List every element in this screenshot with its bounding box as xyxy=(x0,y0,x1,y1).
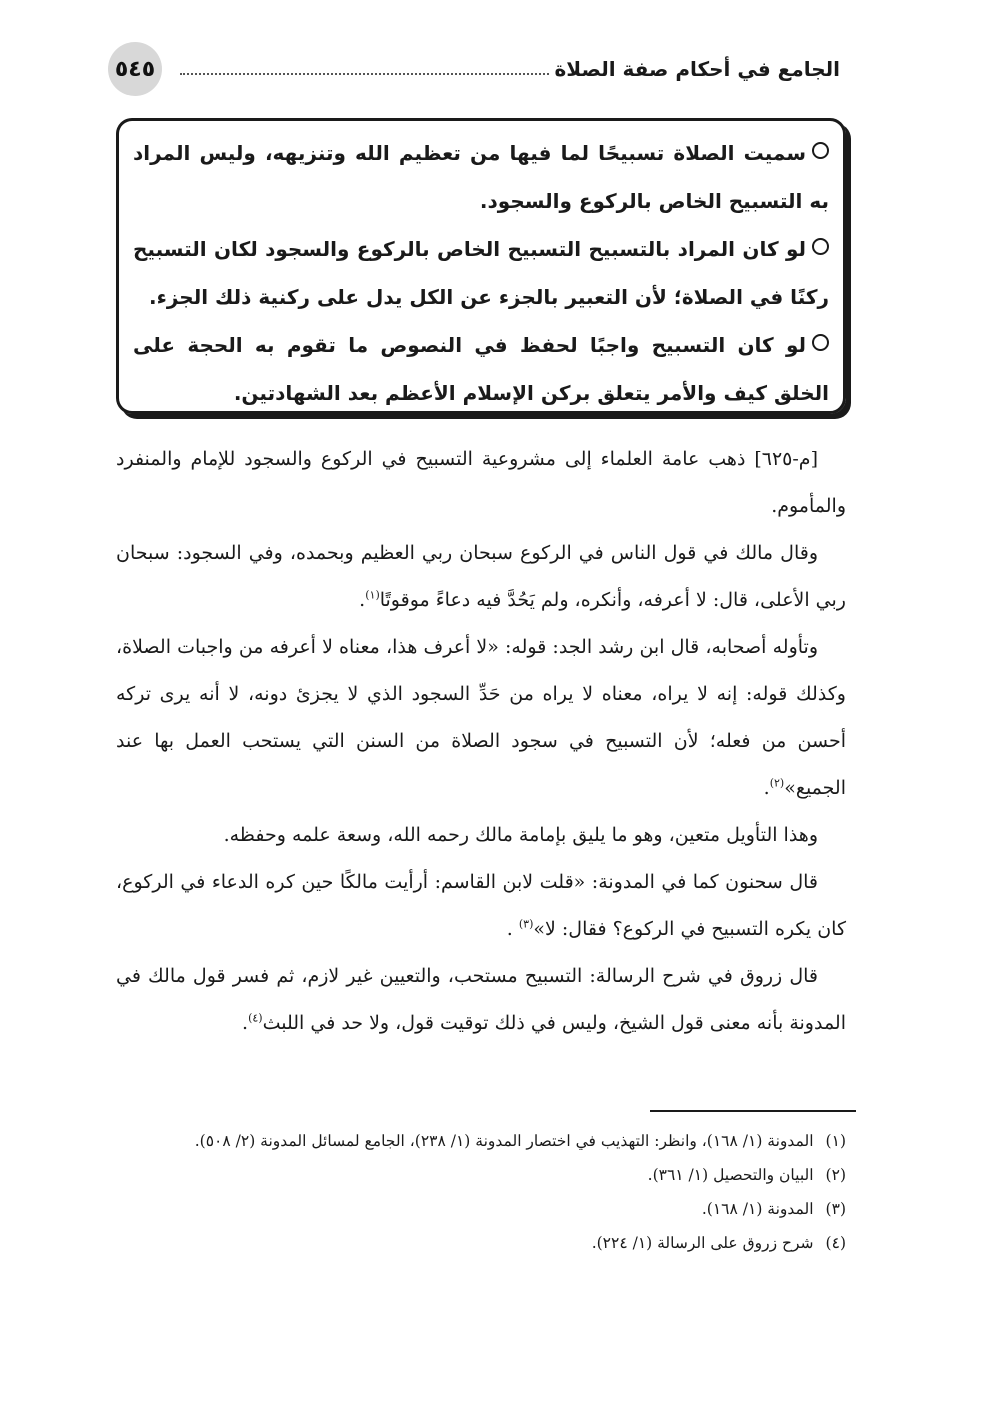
paragraph-issue-625 xyxy=(116,436,846,530)
footnote-number: (٢) xyxy=(825,1166,846,1184)
summary-item-text: لو كان التسبيح واجبًا لحفظ في النصوص ما تقوم به الحجة على الخلق كيف والأمر يتعلق بركن الإسلام الأعظم بعد الشهادتين. xyxy=(133,333,829,405)
footnote-text: المدونة (١/ ١٦٨). xyxy=(701,1200,814,1218)
footnote-number: (٣) xyxy=(825,1200,846,1218)
paragraph-text: قال سحنون كما في المدونة: «قلت لابن القاسم: أرأيت مالكًا حين كره الدعاء في الركوع، كان يكره التسبيح في الركوع؟ فقال: لا» xyxy=(116,871,846,940)
footnote-item xyxy=(116,1158,846,1192)
footnote-item xyxy=(116,1226,846,1260)
running-header xyxy=(180,54,840,84)
circle-bullet-icon xyxy=(812,334,829,351)
footnote-text: المدونة (١/ ١٦٨)، وانظر: التهذيب في اختصار المدونة (١/ ٢٣٨)، الجامع لمسائل المدونة (٢/ ٥٠٨). xyxy=(194,1132,814,1150)
circle-bullet-icon xyxy=(812,238,829,255)
paragraph-text: وقال مالك في قول الناس في الركوع سبحان ربي العظيم وبحمده، وفي السجود: سبحان ربي الأعلى، قال: لا أعرفه، وأنكره، ولم يَحُدَّ فيه دعاءً موقوتًا xyxy=(116,542,846,611)
paragraph-text: وتأوله أصحابه، قال ابن رشد الجد: قوله: «لا أعرف هذا، معناه لا أعرفه من واجبات الصلاة، وكذلك قوله: إنه لا يراه، معناه لا يراه من حَدِّ السجود الذي لا يجزئ دونه، لا أنه يرى تركه أحسن من فعله؛ لأن التسبيح في سجود الصلاة من السنن التي يستحب العمل بها عند الجميع» xyxy=(116,636,846,799)
paragraph-ibn-rushd xyxy=(116,624,846,812)
summary-item xyxy=(133,129,829,225)
footnote-separator xyxy=(650,1110,856,1112)
paragraph-end: . xyxy=(242,1012,249,1034)
paragraph-interpretation xyxy=(116,812,846,859)
footnote-ref-1[interactable]: (١) xyxy=(365,588,380,602)
paragraph-zarruq xyxy=(116,953,846,1047)
summary-box xyxy=(116,118,846,414)
summary-item xyxy=(133,225,829,321)
body-text xyxy=(116,436,846,1047)
footnote-ref-2[interactable]: (٢) xyxy=(769,776,785,790)
paragraph-end: . xyxy=(506,918,519,940)
paragraph-text: قال زروق في شرح الرسالة: التسبيح مستحب، والتعيين غير لازم، ثم فسر قول مالك في المدونة بأنه معنى قول الشيخ، وليس في ذلك توقيت قول، ولا حد في اللبث xyxy=(116,965,846,1034)
footnote-item xyxy=(116,1192,846,1226)
header-dotted-leader xyxy=(180,73,549,75)
footnote-text: شرح زروق على الرسالة (١/ ٢٢٤). xyxy=(591,1234,814,1252)
footnote-ref-3[interactable]: (٣) xyxy=(518,917,534,931)
summary-item-text: سميت الصلاة تسبيحًا لما فيها من تعظيم الله وتنزيهه، وليس المراد به التسبيح الخاص بالركوع والسجود. xyxy=(133,141,829,213)
circle-bullet-icon xyxy=(812,142,829,159)
summary-item-text: لو كان المراد بالتسبيح التسبيح الخاص بالركوع والسجود لكان التسبيح ركنًا في الصلاة؛ لأن التعبير بالجزء عن الكل يدل على ركنية ذلك الجزء. xyxy=(133,237,829,309)
footnote-item xyxy=(116,1124,846,1158)
running-title: الجامع في أحكام صفة الصلاة xyxy=(554,57,840,81)
summary-item xyxy=(133,321,829,417)
footnote-ref-4[interactable]: (٤) xyxy=(248,1011,263,1025)
paragraph-end: . xyxy=(359,589,366,611)
paragraph-text: وهذا التأويل متعين، وهو ما يليق بإمامة مالك رحمه الله، وسعة علمه وحفظه. xyxy=(223,824,818,846)
paragraph-text: [م-٦٢٥] ذهب عامة العلماء إلى مشروعية التسبيح في الركوع والسجود للإمام والمنفرد والمأموم. xyxy=(116,448,846,517)
page-number: ٥٤٥ xyxy=(108,42,162,96)
paragraph-end: . xyxy=(763,777,770,799)
footnote-number: (٤) xyxy=(825,1234,846,1252)
paragraph-sahnun xyxy=(116,859,846,953)
footnotes xyxy=(116,1124,846,1260)
footnote-number: (١) xyxy=(825,1132,846,1150)
paragraph-malik-quote xyxy=(116,530,846,624)
footnote-text: البيان والتحصيل (١/ ٣٦١). xyxy=(647,1166,814,1184)
